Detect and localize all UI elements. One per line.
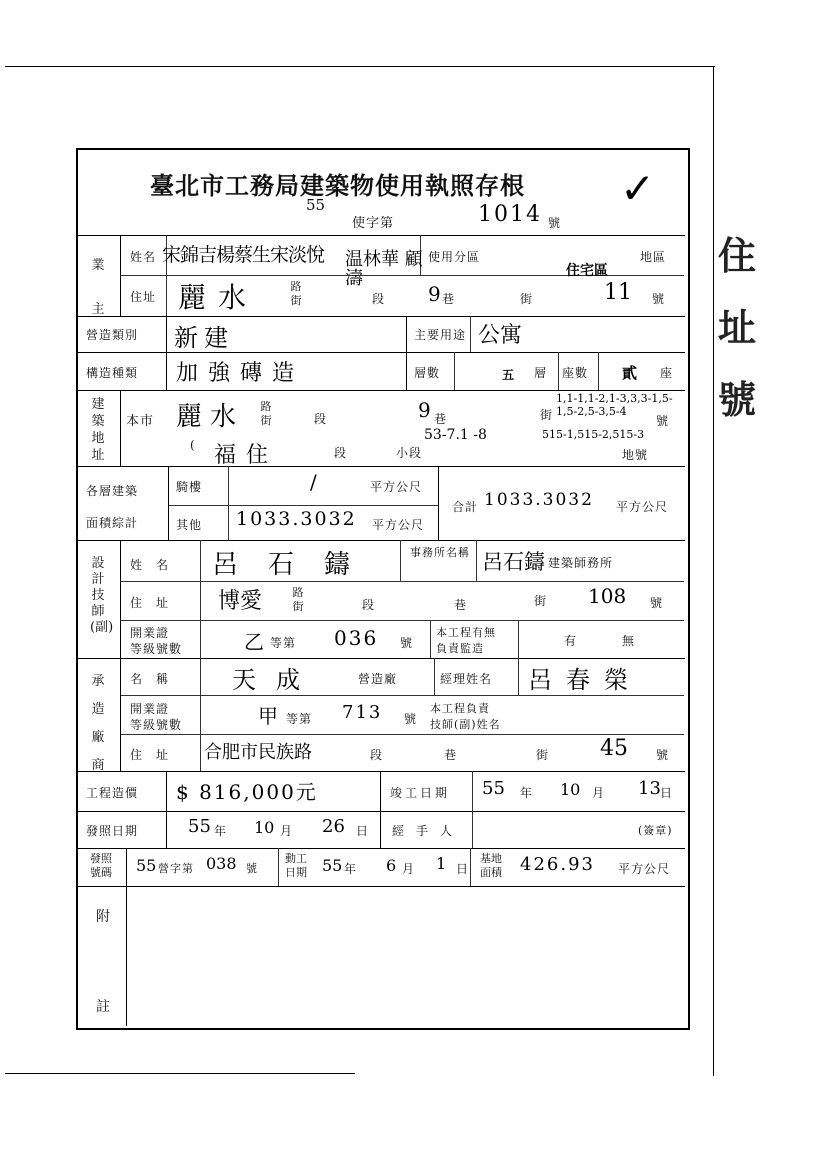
- site-road-label: 路街: [260, 400, 272, 427]
- col-line: [434, 658, 435, 695]
- designer-addr-section-label: 段: [362, 598, 376, 612]
- contractor-license-grade-label: 等第: [286, 712, 313, 726]
- scan-edge-line: [5, 1073, 355, 1074]
- contractor-license-grade: 甲: [258, 704, 278, 728]
- designer-name-label: 姓名: [130, 558, 183, 572]
- structure-value: 加強磚造: [176, 361, 305, 386]
- purpose-value: 公寓: [478, 323, 523, 348]
- col-line: [454, 352, 455, 390]
- row-line: [120, 734, 684, 735]
- scan-edge-line: [713, 66, 714, 1076]
- supervise-no: 無: [622, 634, 636, 648]
- site-lot-numbers: 1,1-1,1-2,1-3,3,3-1,5-1,5-2,5-3,5-4: [556, 392, 673, 418]
- row-line: [120, 581, 684, 582]
- contractor-license-no: 713: [342, 702, 383, 723]
- col-line: [168, 466, 169, 540]
- form-title: 臺北市工務局建築物使用執照存根: [150, 171, 525, 200]
- row-line: [78, 540, 685, 541]
- owner-name-label: 姓名: [130, 250, 157, 264]
- zone-suffix: 地區: [640, 250, 667, 264]
- row-line: [78, 466, 685, 467]
- complete-year: 55: [482, 778, 505, 799]
- owner-addr-road-label: 路街: [290, 280, 302, 307]
- col-line: [598, 352, 599, 390]
- designer-name-value: 呂石鑄: [212, 550, 381, 580]
- owner-addr-lane-label: 巷: [442, 292, 456, 306]
- start-label: 動工日期: [285, 852, 307, 879]
- col-line: [166, 811, 167, 848]
- designer-license-grade: 乙: [244, 630, 264, 654]
- supervise-label1: 本工程有無: [436, 626, 496, 639]
- site-section-word: 段: [314, 412, 328, 426]
- start-year-label: 年: [344, 862, 358, 876]
- col-line: [380, 811, 381, 848]
- row-line: [120, 695, 684, 696]
- purpose-label: 主要用途: [414, 328, 467, 342]
- row-line: [168, 505, 438, 506]
- col-line: [476, 540, 477, 581]
- designer-license-no: 036: [334, 626, 379, 650]
- start-month: 6: [386, 856, 397, 875]
- site-street-label: 街: [540, 408, 554, 422]
- site-paren: (: [190, 438, 196, 452]
- contractor-addr-no: 45: [600, 736, 628, 761]
- zone-label: 使用分區: [428, 250, 481, 264]
- issue-month: 10: [254, 818, 275, 837]
- total-unit: 平方公尺: [616, 500, 669, 514]
- site-land-value: 福住: [214, 443, 279, 468]
- col-line: [518, 620, 519, 658]
- site-land-section-label: 段: [334, 446, 348, 460]
- contractor-factory-label: 營造廠: [358, 672, 398, 686]
- site-road-value: 麗水: [176, 402, 245, 432]
- site-lot-label: 號: [656, 414, 670, 428]
- site-city-label: 本市: [126, 414, 155, 429]
- row-line: [78, 658, 685, 659]
- arcade-label: 騎樓: [176, 480, 203, 494]
- complete-month: 10: [560, 780, 581, 799]
- col-line: [200, 540, 201, 771]
- cost-value: $ 816,000元: [176, 780, 318, 804]
- contractor-addr-label: 住址: [130, 748, 183, 762]
- designer-license-label1: 開業證: [130, 626, 170, 640]
- designer-addr-road-label: 路街: [292, 586, 304, 613]
- permit-no: 038: [206, 854, 237, 873]
- margin-bleed-text: 住址號: [718, 233, 757, 422]
- floors-value: 五: [502, 368, 515, 382]
- arcade-unit: 平方公尺: [370, 480, 423, 494]
- designer-addr-street-label: 街: [534, 594, 548, 608]
- issue-year-label: 年: [214, 824, 228, 838]
- row-line: [78, 352, 685, 353]
- designer-license-no-label: 號: [400, 636, 414, 650]
- col-line: [380, 771, 381, 811]
- contractor-section-label: 承造廠商: [91, 674, 105, 773]
- col-line: [120, 390, 121, 466]
- issue-day-label: 日: [356, 824, 370, 838]
- cost-label: 工程造價: [86, 786, 139, 800]
- owner-addr-no-label: 號: [652, 292, 666, 306]
- permit-prefix: 55: [136, 856, 157, 875]
- contractor-addr-lane-label: 巷: [444, 748, 458, 762]
- contractor-addr-no-label: 號: [656, 748, 670, 762]
- contractor-name-value: 天成: [232, 666, 320, 694]
- permit-no-label: 發照號碼: [90, 852, 112, 879]
- contractor-addr-section-label: 段: [370, 748, 384, 762]
- other-unit: 平方公尺: [372, 518, 425, 532]
- firm-value: 呂石鑄: [482, 550, 545, 574]
- remarks-label-top: 附: [96, 909, 111, 925]
- site-lane-value: 9: [418, 398, 431, 422]
- owner-addr-lane: 9: [428, 282, 441, 306]
- designer-addr-lane-label: 巷: [454, 598, 468, 612]
- row-line: [78, 886, 685, 887]
- owner-addr-section-label: 段: [372, 292, 386, 306]
- contractor-name-label: 名稱: [130, 672, 183, 686]
- contractor-license-label1: 開業證: [130, 702, 170, 716]
- firm-label: 事務所名稱: [410, 546, 470, 559]
- permit-no-suffix: 號: [246, 862, 258, 875]
- col-line: [126, 886, 127, 1026]
- handler-label: 經手人: [392, 824, 465, 838]
- col-line: [472, 771, 473, 811]
- row-line: [78, 316, 685, 317]
- engineer-label2: 技師(副)姓名: [430, 718, 501, 731]
- total-value: 1033.3032: [484, 490, 594, 510]
- manager-value: 呂春榮: [528, 666, 642, 694]
- designer-license-label2: 等級號數: [130, 642, 183, 656]
- issue-date-label: 發照日期: [86, 824, 139, 838]
- total-label: 合計: [452, 500, 479, 514]
- site-lane-label: 巷: [434, 412, 448, 426]
- contractor-addr-street-label: 街: [536, 748, 550, 762]
- zone-value: 住宅區: [566, 263, 608, 279]
- col-line: [470, 848, 471, 886]
- complete-year-label: 年: [520, 786, 534, 800]
- contractor-license-label2: 等級號數: [130, 718, 183, 732]
- firm-suffix: 建築師務所: [548, 556, 614, 570]
- issue-day: 26: [322, 816, 345, 837]
- remarks-label-bottom: 註: [96, 999, 111, 1015]
- owner-addr-no: 11: [604, 280, 632, 305]
- supervise-yes: 有: [564, 634, 578, 648]
- complete-label: 竣工日期: [390, 786, 451, 800]
- col-line: [518, 658, 519, 695]
- complete-day-label: 日: [660, 786, 674, 800]
- col-line: [228, 466, 229, 540]
- engineer-label1: 本工程負責: [430, 702, 490, 715]
- col-line: [278, 848, 279, 886]
- area-label1: 各層建築: [86, 484, 139, 498]
- base-label: 基地面積: [480, 852, 502, 879]
- owner-addr-label: 住址: [130, 290, 157, 304]
- contractor-addr-value: 合肥市民族路: [204, 742, 312, 763]
- start-day: 1: [436, 854, 447, 873]
- designer-license-grade-label: 等第: [270, 636, 297, 650]
- col-line: [406, 316, 407, 390]
- seal-label: (簽章): [638, 824, 673, 837]
- row-line: [78, 811, 685, 812]
- col-line: [558, 352, 559, 390]
- site-land-no-label: 地號: [622, 448, 649, 462]
- owner-addr-road: 麗水: [178, 281, 259, 314]
- col-line: [438, 466, 439, 540]
- site-land-subsection-label: 小段: [396, 446, 423, 460]
- col-line: [430, 620, 431, 658]
- complete-day: 13: [638, 778, 661, 799]
- col-line: [472, 811, 473, 848]
- scan-edge-line: [5, 66, 715, 67]
- row-line: [78, 235, 685, 236]
- floors-label: 層數: [414, 366, 441, 380]
- contractor-license-no-label: 號: [404, 712, 418, 726]
- doc-suffix: 號: [548, 216, 562, 230]
- start-year: 55: [322, 856, 343, 875]
- col-line: [120, 235, 121, 316]
- col-line: [400, 540, 401, 581]
- doc-prefix: 55: [306, 196, 326, 214]
- arcade-value: /: [310, 470, 317, 494]
- designer-addr-no-label: 號: [650, 596, 664, 610]
- col-line: [126, 848, 127, 886]
- row-line: [78, 848, 685, 849]
- owner-name-value: 宋錦吉楊蔡生宋淡悅: [162, 244, 325, 266]
- permit-word: 營字第: [158, 862, 194, 875]
- designer-addr-no: 108: [588, 584, 627, 608]
- row-line: [78, 771, 685, 772]
- owner-section-label: 業主: [91, 258, 105, 317]
- col-line: [120, 540, 121, 771]
- start-month-label: 月: [402, 862, 416, 876]
- row-line: [78, 390, 685, 391]
- check-annotation: ✓: [620, 164, 656, 213]
- manager-label: 經理姓名: [440, 672, 493, 686]
- doc-number: 1014: [478, 202, 542, 227]
- owner-addr-street-label: 街: [520, 292, 534, 306]
- category-value: 新建: [174, 324, 234, 352]
- complete-month-label: 月: [592, 786, 606, 800]
- blocks-label: 座數: [562, 366, 589, 380]
- site-land-numbers: 53-7.1 -8: [424, 427, 487, 443]
- col-line: [166, 771, 167, 811]
- col-line: [166, 316, 167, 390]
- issue-year: 55: [188, 816, 211, 837]
- start-day-label: 日: [456, 862, 470, 876]
- designer-addr-value: 博愛: [218, 589, 263, 614]
- blocks-value: 貳: [622, 364, 638, 382]
- site-section-label: 建築地址: [91, 397, 105, 463]
- owner-name-value2: 温林華 顧濤: [345, 249, 423, 289]
- category-label: 營造類別: [86, 328, 139, 342]
- col-line: [470, 316, 471, 352]
- structure-label: 構造種類: [86, 366, 139, 380]
- issue-month-label: 月: [280, 824, 294, 838]
- area-label2: 面積綜計: [86, 516, 139, 530]
- site-lot-value2: 515-1,515-2,515-3: [542, 428, 645, 441]
- row-line: [120, 620, 684, 621]
- doc-prefix-label: 使字第: [352, 216, 395, 231]
- supervise-label2: 負責監造: [436, 642, 484, 655]
- floors-unit: 層: [534, 366, 548, 380]
- other-label: 其他: [176, 518, 203, 532]
- designer-addr-label: 住址: [130, 596, 183, 610]
- designer-section-label: 設計技師(副): [90, 556, 114, 635]
- base-value: 426.93: [520, 854, 595, 875]
- other-value: 1033.3032: [236, 508, 357, 530]
- base-unit: 平方公尺: [618, 862, 671, 876]
- blocks-unit: 座: [660, 366, 674, 380]
